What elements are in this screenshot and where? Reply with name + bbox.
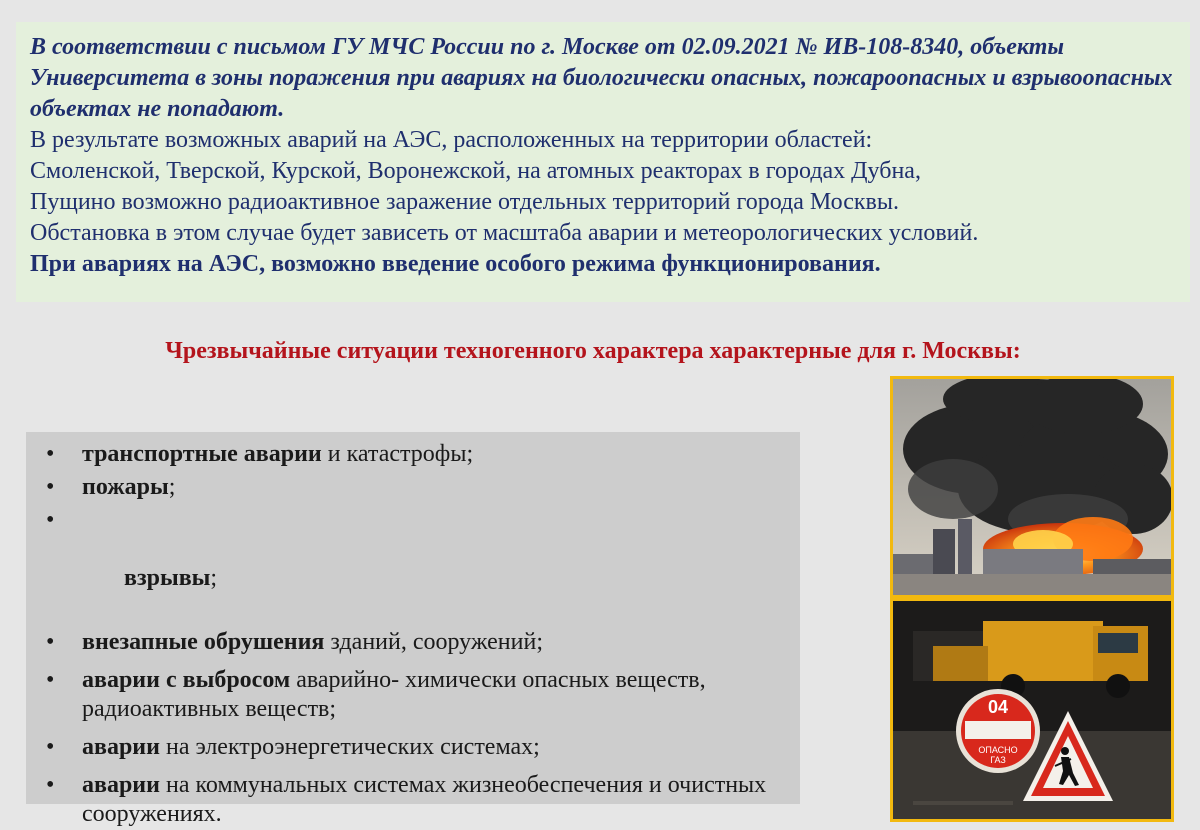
info-bold-text: При авариях на АЭС, возможно введение особого режима функционирования. (30, 251, 881, 277)
bullet-icon: • (46, 474, 55, 500)
sign-code-text: 04 (987, 697, 1009, 717)
info-line-4: Обстановка в этом случае будет зависеть от масштаба аварии и метеорологических условий. (30, 220, 979, 246)
sign-text-2: ГАЗ (990, 755, 1006, 765)
list-item (42, 771, 782, 829)
list-item-rest: и катастрофы; (321, 441, 474, 467)
bullet-icon: • (46, 667, 55, 693)
list-item (42, 628, 784, 657)
list-item-rest: ; (168, 474, 176, 500)
list-item-bold: аварии (82, 772, 160, 798)
info-box (16, 22, 1190, 302)
list-item-bold: транспортные аварии (82, 441, 322, 467)
roadwork-photo (890, 598, 1174, 822)
list-item-rest: зданий, сооружений; (324, 629, 543, 655)
emergency-list (42, 440, 784, 829)
info-line-2: Смоленской, Тверской, Курской, Воронежской, на атомных реакторах в городах Дубна, (30, 158, 921, 184)
fire-photo (890, 376, 1174, 598)
bullet-icon: • (46, 507, 55, 533)
list-item (42, 666, 722, 724)
bullet-icon: • (46, 734, 55, 760)
list-item-rest: на коммунальных системах жизнеобеспечения и очистных сооружениях. (82, 772, 767, 827)
bullet-icon: • (46, 629, 55, 655)
info-line-3: Пущино возможно радиоактивное заражение отдельных территорий города Москвы. (30, 189, 900, 215)
list-item-bold: аварии с выбросом (82, 667, 291, 693)
info-italic-text: В соответствии с письмом ГУ МЧС России по г. Москве от 02.09.2021 № ИВ-108-8340, объекты Университета в зоны поражения при авариях на биологически опасных, пожароопасных и взрывоопасных объектах не попадают. (30, 34, 1173, 122)
list-item-rest: ; (210, 565, 218, 591)
fire-smoke-illustration (893, 379, 1171, 595)
list-item (42, 440, 784, 469)
list-item-bold: взрывы (118, 565, 211, 591)
list-item-bold: пожары (82, 474, 169, 500)
emergency-list-box (26, 432, 800, 827)
list-item-rest: на электроэнергетических системах; (159, 734, 540, 760)
bullet-icon: • (46, 441, 55, 467)
section-heading: Чрезвычайные ситуации техногенного характера характерные для г. Москвы: (165, 338, 1021, 364)
info-line-1: В результате возможных аварий на АЭС, расположенных на территории областей: (30, 127, 873, 153)
list-item (42, 473, 784, 502)
list-item-rest: аварийно- химически опасных веществ, радиоактивных веществ; (82, 667, 706, 722)
list-item (42, 733, 784, 762)
list-item-bold: внезапные обрушения (82, 629, 325, 655)
roadwork-illustration (893, 601, 1171, 819)
list-item (42, 506, 784, 622)
sign-text-1: ОПАСНО (978, 745, 1018, 755)
list-item-bold: аварии (82, 734, 160, 760)
bullet-icon: • (46, 772, 55, 798)
